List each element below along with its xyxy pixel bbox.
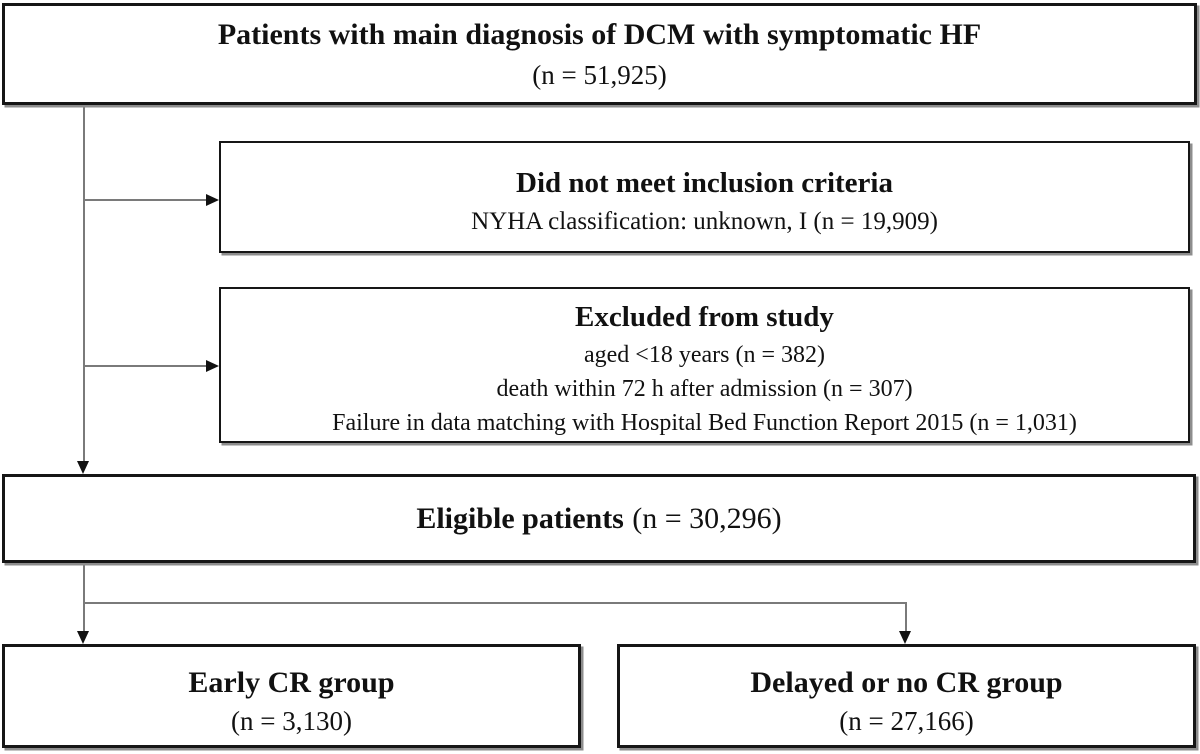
box-excluded-detail-1: aged <18 years (n = 382) (584, 341, 825, 368)
box-excluded-detail-2: death within 72 h after admission (n = 307) (496, 375, 913, 402)
connector-branch-horizontal (83, 602, 907, 604)
connector-drop-early (83, 602, 85, 633)
box-dcm-patients (2, 3, 1197, 105)
arrowhead-right-to-excluded-icon (206, 360, 219, 372)
arrowhead-down-to-early-icon (77, 631, 89, 644)
connector-eligible-down (83, 563, 85, 604)
box-not-inclusion (219, 141, 1190, 253)
box-eligible-line (416, 498, 781, 540)
box-early-cr-count: (n = 3,130) (231, 705, 352, 736)
box-excluded-detail-3: Failure in data matching with Hospital Bed Function Report 2015 (n = 1,031) (332, 409, 1077, 436)
connector-main-vertical (83, 105, 85, 463)
box-delayed-cr (617, 644, 1196, 748)
box-excluded (219, 287, 1190, 443)
box-excluded-title: Excluded from study (575, 300, 834, 333)
connector-drop-delayed (905, 602, 907, 633)
box-not-inclusion-detail: NYHA classification: unknown, I (n = 19,909) (471, 207, 938, 235)
box-dcm-patients-count: (n = 51,925) (532, 60, 667, 90)
box-delayed-cr-count: (n = 27,166) (839, 705, 974, 736)
box-not-inclusion-title: Did not meet inclusion criteria (516, 166, 893, 199)
box-eligible-count: (n = 30,296) (632, 501, 782, 535)
box-delayed-cr-title: Delayed or no CR group (750, 665, 1063, 699)
box-early-cr (2, 644, 581, 748)
connector-to-inclusion-box (83, 199, 208, 201)
arrowhead-down-to-eligible-icon (77, 461, 89, 474)
connector-to-excluded-box (83, 365, 208, 367)
arrowhead-down-to-delayed-icon (899, 631, 911, 644)
box-eligible-title: Eligible patients (416, 501, 624, 535)
box-eligible (2, 474, 1196, 563)
box-early-cr-title: Early CR group (188, 665, 395, 699)
box-dcm-patients-title: Patients with main diagnosis of DCM with symptomatic HF (217, 18, 982, 51)
arrowhead-right-to-inclusion-icon (206, 194, 219, 206)
